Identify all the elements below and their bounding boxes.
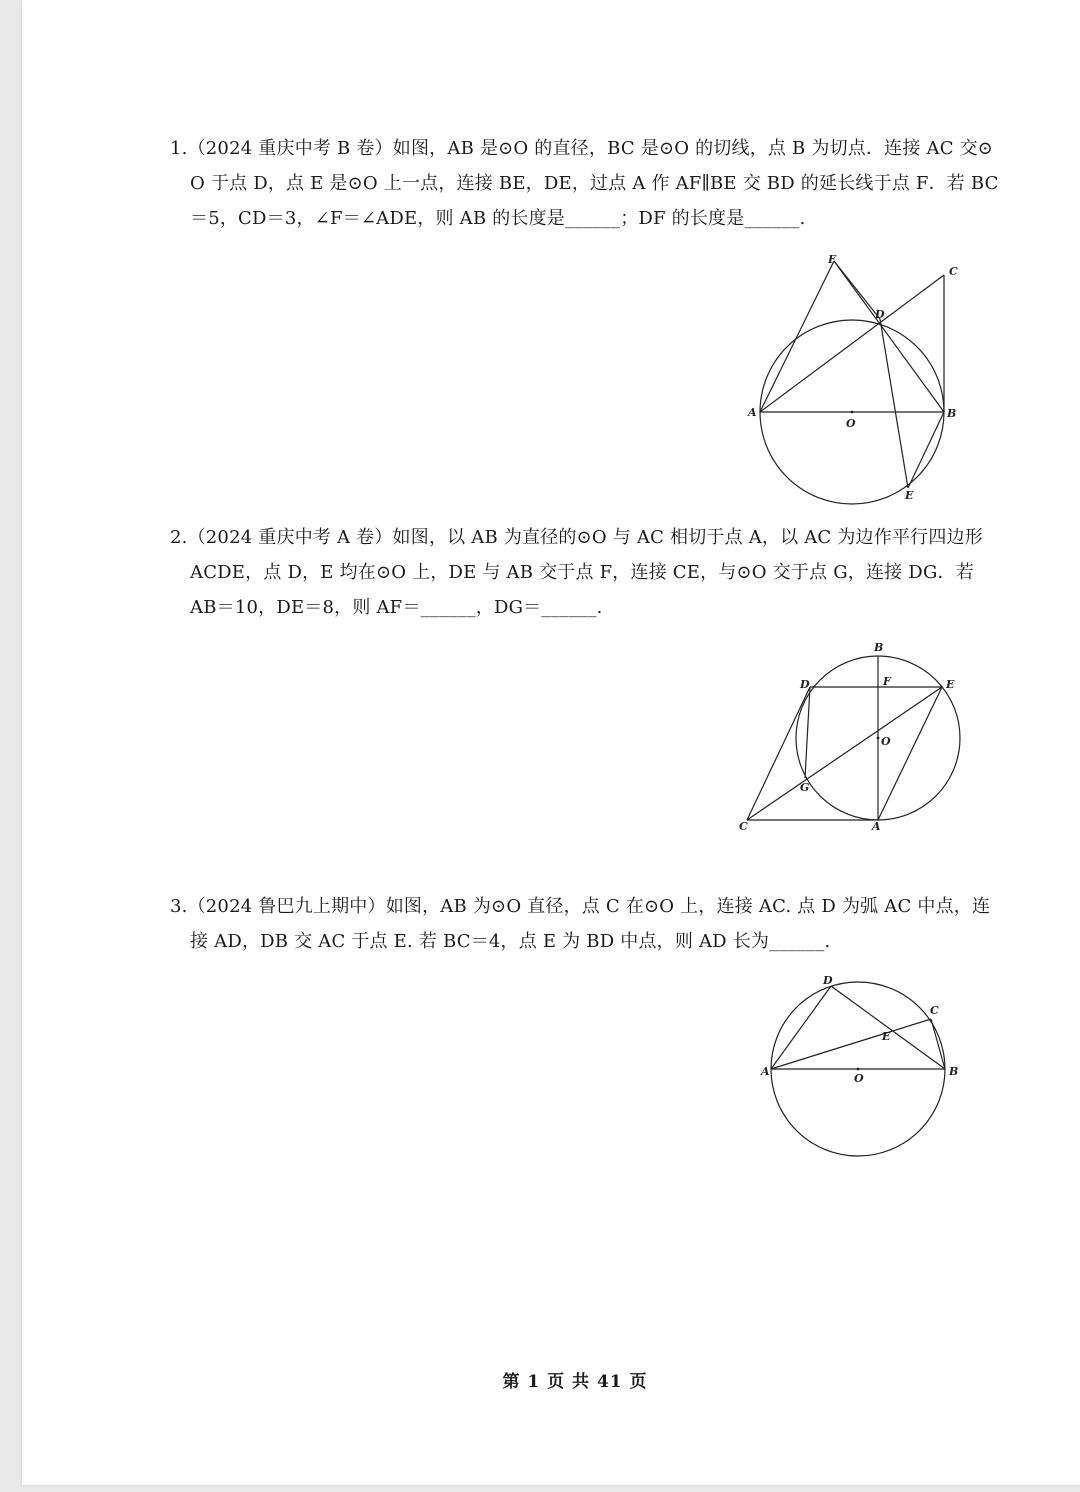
segment-fd xyxy=(834,261,880,319)
segment-be xyxy=(908,412,944,488)
label-o: O xyxy=(854,1072,864,1085)
center-dot xyxy=(851,411,854,414)
label-d: D xyxy=(800,678,810,691)
page-footer: 第 1 页 共 41 页 xyxy=(502,1372,648,1392)
segment-dg xyxy=(805,687,810,778)
problem-2 xyxy=(170,520,984,625)
problem-1-line-3: ＝5，CD＝3，∠F＝∠ADE，则 AB 的长度是______；DF 的长度是______. xyxy=(190,208,806,229)
segment-cb xyxy=(931,1019,945,1069)
label-c: C xyxy=(739,820,748,833)
problem-2-line-1: 2.（2024 重庆中考 A 卷）如图，以 AB 为直径的⊙O 与 AC 相切于点 A，以 AC 为边作平行四边形 xyxy=(170,527,983,548)
label-e: E xyxy=(946,678,955,691)
problem-3-diagram xyxy=(740,964,980,1164)
label-b: B xyxy=(874,641,884,654)
problem-1-figure xyxy=(722,245,982,510)
problem-1-line-2: O 于点 D，点 E 是⊙O 上一点，连接 BE，DE，过点 A 作 AF∥BE 交 BD 的延长线于点 F．若 BC xyxy=(190,173,999,194)
label-f: F xyxy=(828,253,836,266)
label-o: O xyxy=(881,735,891,748)
problem-1-diagram xyxy=(722,245,982,510)
problem-2-diagram xyxy=(722,633,982,838)
problem-3-line-1: 3.（2024 鲁巴九上期中）如图，AB 为⊙O 直径，点 C 在⊙O 上，连接 AC. 点 D 为弧 AC 中点，连 xyxy=(170,896,991,917)
segment-ac xyxy=(760,275,944,412)
segment-ce xyxy=(747,687,942,820)
segment-ad xyxy=(771,986,831,1069)
problem-1 xyxy=(170,131,999,236)
problem-2-line-2: ACDE，点 D，E 均在⊙O 上，DE 与 AB 交于点 F，连接 CE，与⊙O 交于点 G，连接 DG．若 xyxy=(190,562,974,583)
label-a: A xyxy=(872,820,881,833)
label-b: B xyxy=(947,407,957,420)
label-d: D xyxy=(823,974,833,987)
label-c: C xyxy=(949,265,958,278)
problem-3-line-2: 接 AD，DB 交 AC 于点 E. 若 BC＝4，点 E 为 BD 中点，则 AD 长为______. xyxy=(190,931,831,952)
segment-af xyxy=(760,261,834,412)
segment-db xyxy=(831,986,945,1069)
label-o: O xyxy=(846,417,856,430)
label-b: B xyxy=(949,1065,959,1078)
label-d: D xyxy=(875,308,885,321)
document-page xyxy=(22,0,1080,1485)
problem-2-figure xyxy=(722,633,982,838)
problem-2-line-3: AB＝10，DE＝8，则 AF＝______，DG＝______. xyxy=(190,597,603,618)
problem-3-figure xyxy=(740,964,980,1164)
label-a: A xyxy=(761,1065,770,1078)
label-a: A xyxy=(748,406,757,419)
segment-cd xyxy=(747,687,810,820)
label-c: C xyxy=(930,1004,939,1017)
problem-1-line-1: 1.（2024 重庆中考 B 卷）如图，AB 是⊙O 的直径，BC 是⊙O 的切线，点 B 为切点．连接 AC 交⊙ xyxy=(170,138,994,159)
label-g: G xyxy=(800,781,810,794)
label-e: E xyxy=(905,489,914,502)
label-f: F xyxy=(883,675,891,688)
center-dot xyxy=(857,1068,860,1071)
label-e: E xyxy=(882,1030,891,1043)
center-dot xyxy=(877,737,880,740)
segment-fb xyxy=(834,261,944,412)
problem-3 xyxy=(170,889,991,959)
segment-ac xyxy=(771,1019,931,1069)
